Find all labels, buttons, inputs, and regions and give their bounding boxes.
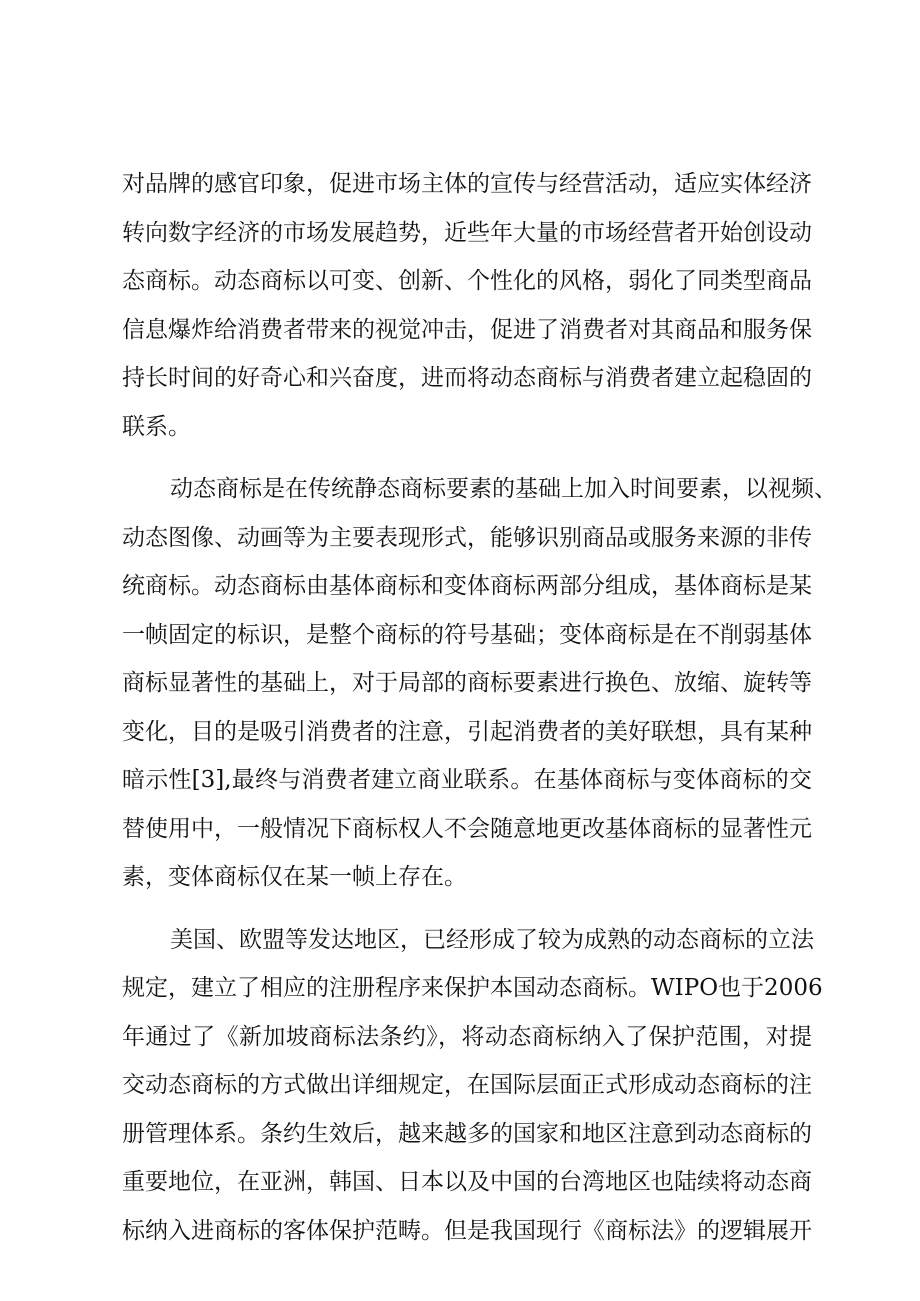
paragraph-spacer xyxy=(122,451,812,465)
paragraph-3 xyxy=(122,916,823,1256)
text-line: 标纳入进商标的客体保护范畴。但是我国现行《商标法》的逻辑展开 xyxy=(122,1217,812,1244)
text-line: 替使用中，一般情况下商标权人不会随意地更改基体商标的显著性元 xyxy=(122,815,812,842)
text-line: 重要地位，在亚洲，韩国、日本以及中国的台湾地区也陆续将动态商 xyxy=(122,1169,812,1195)
text-line: 信息爆炸给消费者带来的视觉冲击，促进了消费者对其商品和服务保 xyxy=(122,316,812,343)
text-line: 美国、欧盟等发达地区，已经形成了较为成熟的动态商标的立法 xyxy=(170,926,814,953)
paragraph-spacer xyxy=(122,902,812,916)
text-line: 转向数字经济的市场发展趋势，近些年大量的市场经营者开始创设动 xyxy=(122,219,812,246)
text-line: 规定，建立了相应的注册程序来保护本国动态商标。WIPO也于2006 xyxy=(122,975,823,1001)
paragraph-1 xyxy=(122,160,812,451)
text-line: 动态图像、动画等为主要表现形式，能够识别商品或服务来源的非传 xyxy=(122,524,812,551)
text-line: 暗示性[3],最终与消费者建立商业联系。在基体商标与变体商标的交 xyxy=(122,767,812,793)
text-line: 年通过了《新加坡商标法条约》，将动态商标纳入了保护范围，对提 xyxy=(122,1023,812,1050)
text-line: 册管理体系。条约生效后，越来越多的国家和地区注意到动态商标的 xyxy=(122,1120,812,1147)
text-line: 态商标。动态商标以可变、创新、个性化的风格，弱化了同类型商品 xyxy=(122,268,812,294)
text-line: 统商标。动态商标由基体商标和变体商标两部分组成，基体商标是某 xyxy=(122,573,812,599)
text-line: 交动态商标的方式做出详细规定，在国际层面正式形成动态商标的注 xyxy=(122,1072,812,1098)
text-line: 对品牌的感官印象，促进市场主体的宣传与经营活动，适应实体经济 xyxy=(122,171,812,197)
text-line: 动态商标是在传统静态商标要素的基础上加入时间要素，以视频、 xyxy=(170,476,837,502)
text-line: 联系。 xyxy=(122,413,191,440)
text-line: 商标显著性的基础上，对于局部的商标要素进行换色、放缩、旋转等 xyxy=(122,670,812,696)
paragraph-2 xyxy=(122,465,837,902)
text-line: 持长时间的好奇心和兴奋度，进而将动态商标与消费者建立起稳固的 xyxy=(122,365,812,391)
document-body xyxy=(122,160,837,1255)
text-line: 素，变体商标仅在某一帧上存在。 xyxy=(122,864,467,890)
text-line: 一帧固定的标识，是整个商标的符号基础；变体商标是在不削弱基体 xyxy=(122,621,812,648)
text-line: 变化，目的是吸引消费者的注意，引起消费者的美好联想，具有某种 xyxy=(122,718,812,745)
